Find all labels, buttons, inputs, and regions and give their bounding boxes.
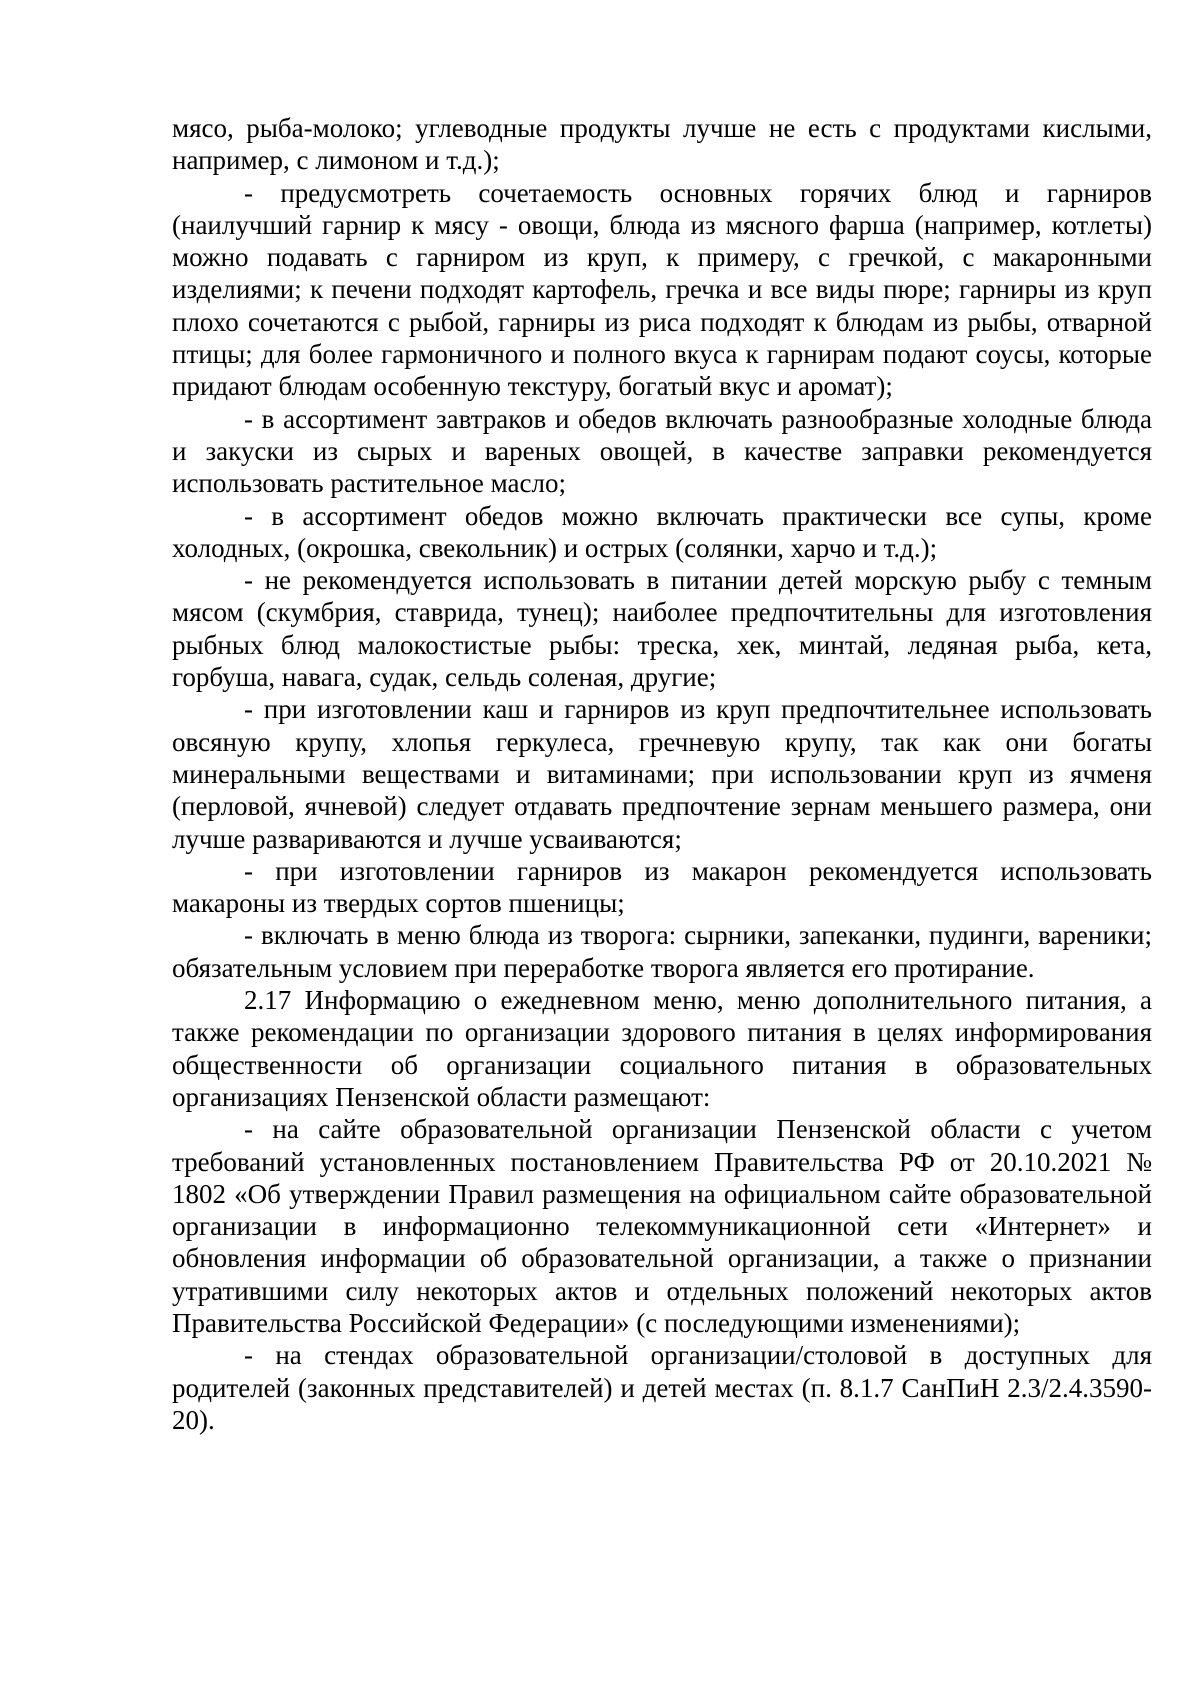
paragraph-continuation: мясо, рыба-молоко; углеводные продукты лучше не есть с продуктами кислыми, например, с лимоном и т.д.); [172,113,1152,176]
paragraph-cottage-cheese: - включать в меню блюда из творога: сырники, запеканки, пудинги, вареники; обязательным условием при переработке творога является его протирание. [172,920,1152,983]
paragraph-fish: - не рекомендуется использовать в питании детей морскую рыбу с темным мясом (скумбрия, ставрида, тунец); наиболее предпочтительны для изготовления рыбных блюд малокостистые рыбы: треска, хек, минтай, ледяная рыба, кета, горбуша, навага, судак, сельдь соленая, другие; [172,565,1152,693]
document-page [172,112,1152,1436]
paragraph-website: - на сайте образовательной организации Пензенской области с учетом требований установленных постановлением Правительства РФ от 20.10.2021 № 1802 «Об утверждении Правил размещения на официальном сайте образовательной организации в информационно телекоммуникационной сети «Интернет» и обновления информации об образовательной организации, а также о признании утратившими силу некоторых актов и отдельных положений некоторых актов Правительства Российской Федерации» (с последующими изменениями); [172,1114,1152,1338]
paragraph-pasta: - при изготовлении гарниров из макарон рекомендуется использовать макароны из твердых сортов пшеницы; [172,855,1152,919]
paragraph-soups: - в ассортимент обедов можно включать практически все супы, кроме холодных, (окрошка, свекольник) и острых (солянки, харчо и т.д.); [172,500,1152,563]
paragraph-cereals: - при изготовлении каш и гарниров из круп предпочтительнее использовать овсяную крупу, хлопья геркулеса, гречневую крупу, так как они богаты минеральными веществами и витаминами; при использовании круп из ячменя (перловой, ячневой) следует отдавать предпочтение зернам меньшего размера, они лучше развариваются и лучше усваиваются; [172,694,1152,854]
paragraph-section-2-17: 2.17 Информацию о ежедневном меню, меню дополнительного питания, а также рекомендации по организации здорового питания в целях информирования общественности об организации социального питания в образовательных организациях Пензенской области размещают: [172,985,1152,1112]
paragraph-side-dishes: - предусмотреть сочетаемость основных горячих блюд и гарниров (наилучший гарнир к мясу - овощи, блюда из мясного фарша (например, котлеты) можно подавать с гарниром из круп, к примеру, с гречкой, с макаронными изделиями; к печени подходят картофель, гречка и все виды пюре; гарниры из круп плохо сочетаются с рыбой, гарниры из риса подходят к блюдам из рыбы, отварной птицы; для более гармоничного и полного вкуса к гарнирам подают соусы, которые придают блюдам особенную текстуру, богатый вкус и аромат); [172,177,1152,402]
paragraph-cold-dishes: - в ассортимент завтраков и обедов включать разнообразные холодные блюда и закуски из сырых и вареных овощей, в качестве заправки рекомендуется использовать растительное масло; [172,403,1152,499]
paragraph-stands: - на стендах образовательной организации/столовой в доступных для родителей (законных представителей) и детей местах (п. 8.1.7 СанПиН 2.3/2.4.3590-20). [172,1340,1152,1435]
